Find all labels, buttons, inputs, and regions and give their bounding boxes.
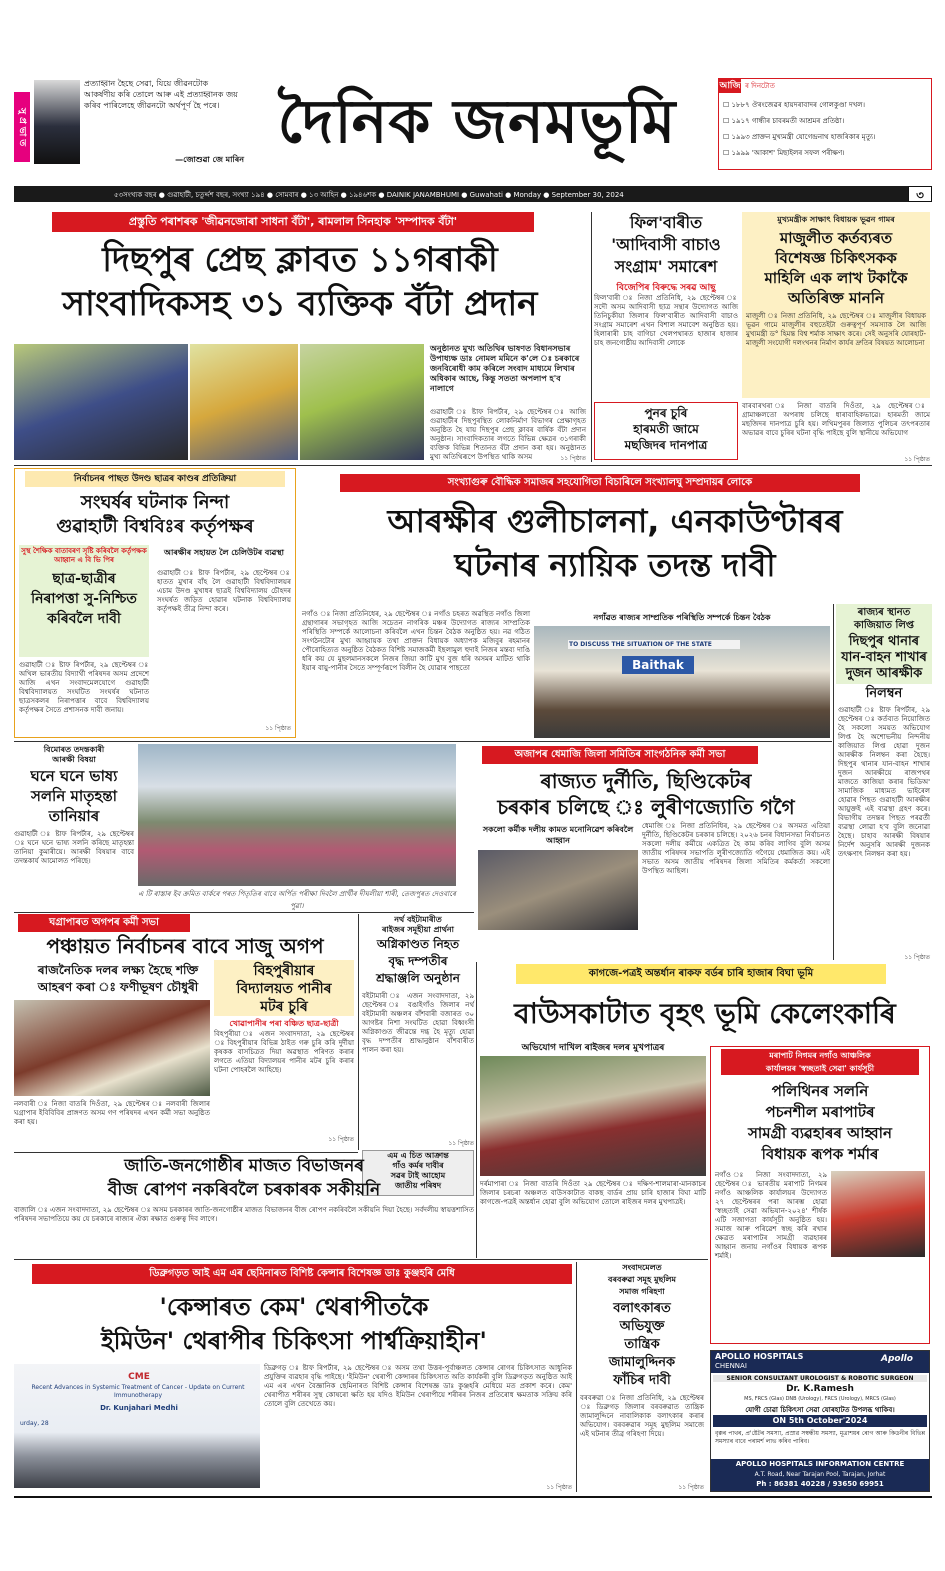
ad-doctor: Dr. K.Ramesh [786, 1384, 854, 1394]
s14-h4: বিধায়ক ৰূপক শৰ্মাৰ [761, 1145, 879, 1163]
s10-sub-1: ৰাজনৈতিক দলৰ লক্ষ্য হৈছে শক্তি [37, 963, 199, 977]
s5-side-head: আৰক্ষীৰ সহায়ত লৈ চেলিউটৰ ব্যৱস্থা [164, 548, 284, 557]
s11-body: বিহপুৰীয়া ঃ এজন সংবাদদাতা, ২৯ ছেপ্টেম্বৰ ঃ বিহপুৰীয়াৰ বিভিন্ন ঠাইত গৰু চুৰি কৰি দুৰ্দীয়া কৃষকক বাসচিত্ৰত দিয়া অৱস্থাত পৰিণত কৰাৰ লগতে এতিয়া বিদ্যালয়ৰ পানীৰ মটৰ চুৰি কৰাৰ ঘটনা পোহৰলৈ আহিছে। [214, 1030, 354, 1074]
s14-h3: সামগ্ৰী ব্যৱহাৰৰ আহ্বান [748, 1124, 892, 1142]
s5-green-box [19, 545, 149, 657]
s5-sub: সুস্থ শৈক্ষিক বাতাবৰণ সৃষ্টি কৰিবলৈ কৰ্তৃপক্ষক আহ্বান এ বি ভি পিৰ [21, 547, 147, 564]
s10-body: নলবাৰী ঃ নিজা বাতৰি দিওঁতা, ২৯ ছেপ্টেম্বৰ ঃ নলবাৰী জিলাৰ ঘগ্ৰাপাৰ ইবিবিবিৰ প্ৰাঙ্গণত অসম গণ পৰিষদৰ এখন কৰ্মী সভা অনুষ্ঠিত কৰা হয়। [14, 1100, 210, 1126]
s7-h6: নিলম্বন [865, 686, 903, 701]
s9-sub: সকলো কৰ্মীক দলীয় কামত মনোনিৱেশ কৰিবলৈ আহ্বান [482, 825, 634, 845]
s16-slide-title: Recent Advances in Systemic Treatment of Cancer - Update on Current Immunotherapy [31, 1384, 245, 1399]
s12-box-line: জাতীয় পৰিষদ [394, 1181, 442, 1190]
s9-h2: চৰকাৰ চলিছে ঃ লুৰীণজ্যোতি গগৈ [497, 795, 795, 819]
ad-footer [711, 1459, 929, 1491]
s10-h1: পঞ্চায়ত নিৰ্বাচনৰ বাবে সাজু অগপ [46, 934, 324, 958]
s1-photo-3 [300, 344, 424, 460]
today-label: আজি [719, 81, 741, 91]
s13-kicker: কাগজে-পত্ৰই অন্তৰ্ধান ৰাকফ বৰ্ডৰ চাৰি হাজাৰ বিঘা ভূমি [516, 964, 886, 984]
s8-kicker-2: আৰক্ষী বিষয়া [52, 755, 96, 764]
s16-slide-date: urday, 28 [20, 1420, 49, 1427]
divider [14, 1152, 358, 1153]
s8-h1: ঘনে ঘনে ভাষ্য [30, 767, 118, 785]
s4-cont: ১১ পিৃষ্ঠাত [904, 456, 930, 463]
apollo-ad [710, 1350, 930, 1492]
ad-footer-title: APOLLO HOSPITALS INFORMATION CENTRE [735, 1460, 905, 1468]
dateline: ৫৩সংখ্যক বছৰ ● গুৱাহাটী, চতুৰ্দ্দশ বছৰ, সংখ্যা ১৯৪ ● সোমবাৰ ● ১৩ আহিন ● ১৯৪৬শক ● DAINIK JANAMBHUMI ● Guwahati ● Monday ● September 30, 2024 [114, 191, 624, 199]
s14-photo [831, 1171, 925, 1257]
s1-body: গুৱাহাটী ঃ ষ্টাফ ৰিপৰ্টাৰ, ২৯ ছেপ্টেম্বৰ ঃ আজি গুৱাহাটীৰ দিছপুৰস্থিত লোকনিৰ্মাণ বিভাগৰ প্ৰেক্ষাগৃহত অনুষ্ঠিত হৈ যায় দিছপুৰ প্ৰেছ ক্লাবৰ বাৰ্ষিক বঁটা প্ৰদান অনুষ্ঠান। সাংবাদিকতাৰ লগতে বিভিন্ন ক্ষেত্ৰৰ ৩১গৰাকী ব্যক্তিক বিভিন্ন শিতানত বঁটা প্ৰদান কৰা হয়। অনুষ্ঠানত মুখ্য অতিথিৰূপে উপস্থিত থাকি অসম [430, 408, 586, 461]
s1-photo-1 [14, 344, 188, 460]
s1-headline-2: সাংবাদিকসহ ৩১ ব্যক্তিক বঁটা প্ৰদান [62, 284, 538, 324]
s17-h2: অভিযুক্ত [619, 1319, 665, 1334]
s17-h1: বলাৎকাৰত [613, 1301, 671, 1316]
s16-h2: ইমিউন' থেৰাপীৰ চিকিৎসা পাৰ্শ্বক্ৰিয়াহীন' [101, 1327, 487, 1355]
s5-h5: কৰিবলৈ দাবী [47, 611, 121, 627]
s17-h5: ফাঁচিৰ দাবী [613, 1373, 671, 1388]
s2-h3: সংগ্ৰাম' সমাৰেশ [614, 257, 718, 276]
s7-h1: ৰাজ্যৰ স্থানত [857, 607, 911, 618]
s3-box [742, 212, 930, 398]
today-item: ☐ ১৯৯৩ প্ৰাক্তন মুখ্যমন্ত্ৰী যোগেন্দ্ৰনাথ হাজৰিকাৰ মৃত্যু। [723, 133, 876, 141]
s7-cont: ১১ পিৃষ্ঠাত [904, 954, 930, 961]
s4-h1: পুনৰ চুৰি [644, 406, 688, 420]
s7-h2: কাজিয়াত লিপ্ত [853, 620, 914, 631]
quote-text: প্ৰত্যাহ্বান হৈছে সেৱা, যিয়ে জীৱনটোক আকৰ্ষণীয় কৰি তোলে আৰু এই প্ৰত্যাহ্বানক জয় কৰিব পাৰিলেহে জীৱনটো অৰ্থপূৰ্ণ হৈ পৰে। [84, 79, 238, 110]
s11-sub: খোৱাপানীৰ পৰা বঞ্চিত ছাত্ৰ-ছাত্ৰী [229, 1019, 339, 1028]
s3-body: মাজুলী ঃ নিজা প্ৰতিনিধি, ২৯ ছেপ্টেম্বৰ ঃ মাজুলীৰ বিধায়ক ভূৱন গামে মাজুলীৰ বহুতেইটা গুৰুত্বপূৰ্ণ সমস্যাক লৈ আজি মুখ্যমন্ত্ৰী ড° হিমন্ত বিশ্ব শৰ্মাক সাক্ষাৎ কৰে। সেই অনুসৰি যোৰহাট-মাজুলী সংযোগী দলংখনৰ নিৰ্মাণ কাৰ্যৰ দ্ৰুতিৰ বিষয়ত আলোচনা [746, 312, 926, 347]
s12-body: বইটামাৰী ঃ এজন সংবাদদাতা, ২৯ ছেপ্টেম্বৰ ঃ বঙাইগাঁও জিলাৰ নৰ্থ বইটামাৰী অঞ্চলৰ বাঁশবাৰী বজাৰত ৩০ আগষ্টৰ নিশা সংঘটিত হোৱা বিধ্বংসী অগ্নিকাণ্ডত জীৱন্তে দগ্ধ হৈ মৃত্যু হোৱা বৃদ্ধ দম্পতীৰ শ্ৰাদ্ধানুষ্ঠান বাঁশবাৰীত পালন কৰা হয়। [362, 992, 474, 1054]
s6-body: নগাঁও ঃ নিজা প্ৰতিনিধেৰ, ২৯ ছেপ্টেম্বৰ ঃ নগাঁও চহৰত অৱস্থিত নগাঁও জিলা গ্ৰন্থাগাৰৰ সভাগৃহত আজি সচেতন নাগৰিক মঞ্চৰ উদ্যোগত ৰাজ্যৰ সাম্প্ৰতিক পৰিস্থিতি সম্পৰ্কে আলোচনা কৰিবলৈ এখন চিন্তন বৈঠক অনুষ্ঠিত হয়। নৱ গঠিত সংগঠনটোৰ মুখ্য আহ্বায়ক তথা প্ৰাক্তন বিধায়ক অধ্যাপক মজিবুৰ ৰহমানৰ পৌৰোহিত্যত অনুষ্ঠিত বৈঠকত বিশিষ্ট সমাজকৰ্মী ইছলামুল হুদাই নিজৰ মন্তব্য দাঙি ধৰি কয় যে মুছলমানসকলে নিজৰ জিয়া কাটি মুখ বুজ ধৰি অসমৰ মাটিত থাকি ইয়াৰ বায়ু-পানীৰ সৈতে সম্পূৰ্ণৰূপে বিলীন হৈ যোৱাৰ পাছতো [302, 610, 530, 672]
s6-kicker: সংখ্যাগুৰু বৌদ্ধিক সমাজৰ সহযোগিতা বিচাৰিলে সংখ্যালঘু সম্প্ৰদায়ৰ লোকে [340, 474, 860, 492]
ad-city: CHENNAI [715, 1362, 747, 1370]
s11-h1: বিহপুৰীয়াৰ [253, 963, 315, 979]
divider [576, 1262, 577, 1492]
s17-body: বৰবৰুৱা ঃ নিজা প্ৰতিনিধি, ২৯ ছেপ্টেম্বৰ ঃ ডিব্ৰুগড় জিলাৰ বৰবৰুৱাত তান্ত্ৰিক জামালুদ্দিনে নাবালিকাক বলাৎকাৰ কৰাৰ অভিযোগ। বৰবৰুৱাৰ সমূহ মুছলিম সমাজে এই ঘটনাৰ তীব্ৰ গৰিহণা দিয়ে। [580, 1394, 704, 1438]
s17-cont: ১১ পিৃষ্ঠাত [678, 1484, 704, 1491]
ad-creds: MS, FRCS (Glas) DNB (Urology), FRCS (Urology), MRCS (Glas) [744, 1396, 896, 1402]
s4-h3: মছজিদৰ দানপাত্ৰ [624, 438, 708, 452]
s5-body-2: গুৱাহাটী ঃ ষ্টাফ ৰিপৰ্টাৰ, ২৯ ছেপ্টেম্বৰ ঃ হাতত মুখাৰ বাঁহ লৈ গুৱাহাটী বিশ্ববিদ্যালয়ৰ এচাম উদণ্ড মুখাধৰ ছাত্ৰই বিশ্ববিদ্যালয় চৌহদৰ সংঘৰ্ষত জড়িত হোৱাৰ ঘটনাক বিশ্ববিদ্যালয় কৰ্তৃপক্ষই তীব্ৰ নিন্দা কৰে। [157, 569, 291, 613]
s7-h5: দুজন আৰক্ষীক [845, 666, 923, 681]
s11-cont: ১১ পিৃষ্ঠাত [328, 1136, 354, 1143]
s11-h3: মটৰ চুৰি [260, 999, 308, 1015]
s14-kicker-line: কাৰ্যালয়ৰ 'স্বচ্ছতাই সেৱা' কাৰ্যসূচী [765, 1064, 875, 1073]
s16-cont: ১১ পিৃষ্ঠাত [546, 1484, 572, 1491]
today-sub: ৰ দিনটোত [745, 82, 775, 90]
s17-kicker-1: সংবাদমেলত [622, 1263, 662, 1272]
s9-photo [478, 850, 638, 930]
s5-h1: সংঘৰ্ষৰ ঘটনাক নিন্দা [80, 492, 230, 513]
dateline-bar [14, 186, 932, 202]
s10-photo [14, 1000, 210, 1096]
page-number: ৩ [908, 186, 932, 202]
s1-kicker: প্ৰস্তুতি পৰাশৰক 'জীৱনজোৰা সাধনা বঁটা', ৰামলাল সিনহাক 'সম্পাদক বঁটা' [52, 212, 534, 232]
s2-body: ফিল'বাৰী ঃ নিজা প্ৰতিনিধি, ২৯ ছেপ্টেম্বৰ ঃ সদৌ অসম আদিবাসী ছাত্ৰ সন্থাৰ উদ্যোগত আজি তিনিচুকীয়া জিলাৰ ফিল'বাৰীত আদিবাসী বাচাও সংগ্ৰাম সমাৰেশ এখন বিশাল সমাবেশ অনুষ্ঠিত হয়। হিলাৰাৰী চাহ বাগিচা খেলপথাৰত হাজাৰ হাজাৰ চাহ জনগোষ্ঠীয় আদিবাসী লোকে [594, 294, 738, 347]
s2-h2: 'আদিবাসী বাচাও [611, 235, 721, 254]
s8-kicker-1: বিমোৰত তদন্তকাৰী [43, 745, 105, 754]
ad-date: ON 5th October'2024 [713, 1415, 927, 1427]
divider [14, 912, 474, 913]
divider [14, 741, 832, 742]
s6-banner: Baithak [622, 656, 694, 674]
s8-h2: সলনি মাতৃহন্তা [30, 787, 118, 805]
s14-h1: পলিথিনৰ সলনি [771, 1082, 869, 1100]
s3-kicker: মুখ্যমন্ত্ৰীক সাক্ষাৎ বিধায়ক ভূৱন গামৰ [777, 215, 895, 224]
s13-h1: বাউসকাটাত বৃহৎ ভূমি কেলেংকাৰি [514, 997, 896, 1030]
s8-body: গুৱাহাটী ঃ ষ্টাফ ৰিপৰ্টাৰ, ২৯ ছেপ্টেম্বৰ ঃ ঘনে ঘনে ভাষ্য সলনি কৰিছে মাতৃহন্তা তানিয়া কুমাৰীয়ে। আৰক্ষী বিষয়াৰ বাবে তদন্তকাৰ্য আমোলত পৰিছে। [14, 830, 134, 865]
s9-kicker: অজাপৰ ধেমাজি জিলা সমিতিৰ সাংগঠনিক কৰ্মী সভা [482, 746, 758, 764]
s16-photo [14, 1364, 260, 1488]
s5-cont: ১১ পিৃষ্ঠাত [265, 725, 291, 732]
s16-h1: 'কেন্সাৰত কেম' থেৰাপীতকৈ [159, 1293, 429, 1321]
s14-kicker-line: মৰাপাট নিগমৰ নগাঁও আঞ্চলিক [769, 1051, 871, 1060]
s3-h3: মাহিলি এক লাখ টকাকৈ [764, 269, 908, 287]
s16-slide-doctor: Dr. Kunjahari Medhi [100, 1404, 178, 1412]
s10-kicker: ঘগ্ৰাপাৰত অগপৰ কৰ্মী সভা [18, 914, 190, 932]
s15-body: বাজালি ঃ এজন সংবাদদাতা, ২৯ ছেপ্টেম্বৰ ঃ অসম চৰকাৰৰ জাতি-জনগোষ্ঠীৰ মাজত বিভাজনৰ বীজ ৰোপণ নকৰিবলৈ সকীয়নি দিয়া হৈছে। সৰ্বদলীয় স্বায়ত্তশাসিত পৰিষদৰ সভাপতিয়ে কয় যে চৰকাৰে ৰাজ্যৰ ঐক্য ৰক্ষাত গুৰুত্ব দিব লাগে। [14, 1206, 474, 1223]
quote-side-strip: সু প্র ভা ত [14, 92, 30, 162]
masthead [14, 76, 932, 184]
s16-slide-cme: CME [128, 1372, 150, 1382]
s17-kicker-3: সমাজ গৰিহণা [619, 1287, 665, 1296]
s6-h2: ঘটনাৰ ন্যায়িক তদন্ত দাবী [454, 546, 776, 584]
s6-photo [534, 626, 830, 738]
s16-body: ডিব্ৰুগড় ঃ ষ্টাফ ৰিপৰ্টাৰ, ২৯ ছেপ্টেম্বৰ ঃ অসম তথা উত্তৰ-পূৰ্বাঞ্চলত কেন্সাৰ ৰোগৰ চিকিৎসাত আধুনিক প্ৰযুক্তিৰ ব্যৱহাৰ বৃদ্ধি পাইছে। 'ইমিউন' থেৰাপী কেন্সাৰৰ চিকিৎসাত অতি কাৰ্যকৰী বুলি ডিব্ৰুগড়ত অনুষ্ঠিত আই এম এৰ এখন বৈজ্ঞানিক ছেমিনাৰত বিশিষ্ট কেন্সাৰ বিশেষজ্ঞ ডাঃ কুঞ্জহৰি মেধিয়ে মত প্ৰকাশ কৰে। কেম' থেৰাপীত শৰীৰৰ সুস্থ কোষৰো ক্ষতি হয় যদিও ইমিউন থেৰাপীয়ে শৰীৰৰ নিজৰ প্ৰতিৰোধ ক্ষমতাক সক্ৰিয় কৰি তোলে বুলি তেখেতে কয়। [264, 1364, 572, 1408]
s5-h2: গুৱাহাটী বিশ্ববিঃৰ কৰ্তৃপক্ষৰ [56, 516, 254, 537]
s13-sub: অভিযোগ দাখিল ৰাইজৰ দলৰ মুখপাত্ৰৰ [521, 1043, 665, 1053]
s14-h2: পচনশীল মৰাপাটৰ [765, 1103, 875, 1121]
s12-h3: শ্ৰদ্ধাঞ্জলি অনুষ্ঠান [376, 971, 460, 985]
s5-body: গুৱাহাটী ঃ ষ্টাফ ৰিপৰ্টাৰ, ২৯ ছেপ্টেম্বৰ ঃ অখিল ভাৰতীয় বিদ্যাৰ্থী পৰিষদৰ অসম প্ৰদেশে আজি এখন সংবাদমেলযোগে গুৱাহাটী বিশ্ববিদ্যালয়ত সংঘটিত সংঘৰ্ষৰ ঘটনাত ছাত্ৰসকলৰ নিৰাপত্তাৰ বাবে বিশ্ববিদ্যালয় কৰ্তৃপক্ষৰ সৈতে প্ৰশাসনক দাবী জনায়। [19, 661, 149, 714]
ad-description: বৃক্কৰ পাথৰ, প্ৰ'ষ্টেটৰ সমস্যা, প্ৰস্ৰাৱ সম্বন্ধীয় সমস্যা, মূত্ৰাশয়ৰ ৰোগ আৰু কিডনীৰ বিভিন্ন সমস্যাৰ বাবে পৰামৰ্শ লাভ কৰিব পাৰিব। [715, 1430, 925, 1445]
today-item: ☐ ১৯১৭ গান্ধীৰ চাবৰমতী আশ্ৰমৰ প্ৰতিষ্ঠা। [723, 117, 845, 125]
s12-kicker-2: ৰাইজৰ সমূহীয়া প্ৰাৰ্থনা [381, 925, 455, 934]
s14-kicker [721, 1049, 919, 1075]
s6-photo-title: নগাঁৱত ৰাজ্যৰ সাম্প্ৰতিক পৰিস্থিতি সম্পৰ্কে চিন্তন বৈঠক [593, 613, 771, 622]
s1-cont: ১১ পিৃষ্ঠাত [560, 455, 586, 462]
s8-photo [138, 744, 456, 886]
s12-h1: অগ্নিকাণ্ডত নিহত [376, 937, 460, 951]
s7-box [836, 604, 932, 684]
ad-role: SENIOR CONSULTANT UROLOGIST & ROBOTIC SURGEON [713, 1375, 927, 1382]
s12-cont: ১১ পিৃষ্ঠাত [448, 1140, 474, 1147]
s7-h3: দিছপুৰ থানাৰ [848, 634, 920, 649]
s3-h1: মাজুলীত কৰ্তব্যৰত [779, 229, 893, 247]
s3-h4: অতিৰিক্ত মাননি [788, 289, 884, 307]
today-box [718, 78, 932, 170]
divider [358, 914, 359, 1150]
s12-box-line: সৱৰ টাই আহোম [390, 1171, 446, 1180]
today-item: ☐ ১৯৯৯ 'আকাশ' মিছাইলৰ সফল পৰীক্ষণ। [723, 149, 845, 157]
s15-h1: জাতি-জনগোষ্ঠীৰ মাজত বিভাজনৰ [124, 1156, 364, 1176]
divider [476, 962, 477, 1258]
divider [833, 604, 834, 960]
s8-photo-caption: এ টি ৰাস্তাৰ ইব ক্ৰমিত বাৰ্কৰে পৰত পিতৃতিৰ বাবে অৰ্পিত পৰীক্ষা দিবলৈ প্ৰাৰ্থীৰ দীঘলীয়া শাৰী, তেজপুৰত দেওবাৰে পুৱা। [138, 890, 456, 910]
s4-body: বাৰবাৰখৰা ঃ নিজা বাতৰি দিওঁতা, ২৯ ছেপ্টেম্বৰ ঃ গ্ৰামাঞ্চলতো অপৰাধ চলিছে ধাৰাবাহিকভাৱে। হাৰমতী জামে মছজিদৰ দানপাত্ৰ চুৰি হয়। লখিমপুৰৰ জিলাত পুলিচৰ তৎপৰতাৰ অভাৱৰ বাবে চুৰিৰ ঘটনা বৃদ্ধি পাইছে বুলি স্থানীয়ে অভিযোগ [742, 402, 930, 437]
s1-lead: অনুষ্ঠানত মুখ্য অতিথিৰ ভাষণত বিধানসভাৰ উপাধ্যক্ষ ডাঃ নোমল মমিনে ক'লে ঃ চৰকাৰে জনবিৰোধী কাম কৰিলে সংবাদ মাধ্যমে লিখাৰ অধিকাৰ আছে, কিন্তু সততা অপলাপ হ'ব নালাগে [430, 344, 580, 393]
ad-footer-address: A.T. Road, Near Tarajan Pool, Tarajan, Jorhat [754, 1471, 886, 1478]
s2-h1: ফিল'বাৰীত [629, 213, 703, 232]
s14-box [710, 1046, 930, 1344]
s11-box [214, 960, 354, 1016]
s9-body: ধেমাজি ঃ নিজা প্ৰতিনিধিৰ, ২৯ ছেপ্টেম্বৰ ঃ অসমত এতিয়া দুৰ্নীতি, ছিণ্ডিকেটৰ চৰকাৰ চলিছে। ২০২৬ চনৰ বিধানসভা নিৰ্বাচনত সকলো দলীয় কৰ্মীয়ে একত্ৰিত হৈ কাম কৰিব লাগিব বুলি অসম জাতীয় পৰিষদৰ সভাপতি লুৰীণজ্যোতি গগৈয়ে ধেমাজিত কয়। এই সভাত অসম জাতীয় পৰিষদৰ জিলা সমিতিৰ কৰ্মকৰ্তা সকলো উপস্থিত আছিল। [642, 822, 830, 875]
s6-h1: আৰক্ষীৰ গুলীচালনা, এনকাউণ্টাৰৰ [387, 502, 843, 540]
quote-author: —জোশুৱা জে মাৰিন [175, 155, 244, 164]
divider [14, 1259, 708, 1260]
s17-h4: জামালুদ্দিনক [608, 1355, 676, 1370]
s7-h4: যান-বাহন শাখাৰ [841, 650, 927, 665]
s7-body: গুৱাহাটী ঃ ষ্টাফ ৰিপৰ্টাৰ, ২৯ ছেপ্টেম্বৰ ঃ কৰ্তব্যত নিয়োজিত হৈ সকলো সময়ত অভিযোগ লিপ্ত হৈ অশোভনীয় নিন্দনীয় কাজিয়াত লিপ্ত হোৱা দুজন আৰক্ষীক নিলম্বন কৰা হৈছে। দিছপুৰ থানাৰ যান-বাহন শাখাৰ দুজন আৰক্ষীয়ে ৰাজপথৰ মাজতে কাজিয়া কৰাৰ ভিডিঅ' সামাজিক মাধ্যমত ভাইৰেল হোৱাৰ পিছত গুৱাহাটী আৰক্ষীৰ আয়ুক্তই এই ব্যৱস্থা গ্ৰহণ কৰে। বিভাগীয় তদন্তৰ পিছত পৰৱৰ্তী ব্যৱস্থা লোৱা হ'ব বুলি জনোৱা হৈছে। চাহাব আৰক্ষী বিষয়াৰ নিৰ্দেশ অনুসৰি আৰক্ষী দুজনক তৎক্ষণাৎ নিলম্বন কৰা হয়। [838, 706, 930, 858]
s17-kicker-2: বৰবৰুৱা সমূহ মুছলিম [608, 1275, 676, 1284]
today-list [723, 97, 927, 161]
s5-h4: নিৰাপত্তা সু-নিশ্চিত [31, 591, 137, 607]
newspaper-title: দৈনিক জনমভূমি [277, 87, 677, 157]
s14-body: নগাঁও ঃ নিজা সংবাদদাতা, ২৯ ছেপ্টেম্বৰ ঃ ভাৰতীয় মৰাপাট নিগমৰ নগাঁও আঞ্চলিক কাৰ্যালয়ৰ উদ্যোগত ২৭ ছেপ্টেম্বৰৰ পৰা আৰম্ভ হোৱা 'স্বচ্ছতাই সেৱা অভিযান-২০২৪' শীৰ্ষক এটি সজাগতা কাৰ্যসূচী অনুষ্ঠিত হয়। সমাজ আৰু পৰিৱেশ স্বচ্ছ কৰি ৰখাৰ ক্ষেত্ৰত মৰাপাটৰ সামগ্ৰী ব্যৱহাৰৰ আহ্বান জনায় নগাঁওৰ বিধায়ক ৰূপক শৰ্মাই। [715, 1171, 827, 1260]
s10-sub-2: আহৰণ কৰা ঃ ফণীভূষণ চৌধুৰী [37, 980, 199, 994]
s4-box [594, 402, 738, 460]
bottom-rule [14, 1496, 932, 1498]
s13-photo [480, 1056, 706, 1176]
s1-photo-2 [190, 344, 298, 460]
ad-title: APOLLO HOSPITALS [715, 1352, 804, 1361]
ad-logo: Apollo [881, 1354, 913, 1364]
s12-h2: বৃদ্ধ দম্পতীৰ [388, 954, 448, 968]
s12-box-line: এম এ চিত আক্ৰান্ত [387, 1151, 449, 1160]
s4-h2: হাৰমতী জামে [633, 422, 699, 436]
divider [591, 212, 592, 462]
s6-banner-top: TO DISCUSS THE SITUATION OF THE STATE [568, 640, 740, 649]
divider [14, 465, 932, 466]
s12-kicker-1: নৰ্থ বইটামাৰীত [394, 915, 442, 924]
s5-box [14, 468, 296, 738]
ad-header [711, 1351, 929, 1373]
s16-kicker: ডিব্ৰুগড়ত আই এম এৰ ছেমিনাৰত বিশিষ্ট কেন্সাৰ বিশেষজ্ঞ ডাঃ কুঞ্জহৰি মেধি [32, 1264, 572, 1284]
s5-h3: ছাত্ৰ-ছাত্ৰীৰ [52, 571, 116, 587]
s2-sub: বিজেপিৰ বিৰুদ্ধে সৰৱ আছু [616, 283, 716, 293]
s12-box-line: গাঁও কৰ্মৰ দাবীৰ [392, 1161, 444, 1170]
today-item: ☐ ১৮৮৭ ঔৰংজেৱৰ হায়দৰাবাদৰ গোলকুণ্ডা দখল। [723, 101, 865, 109]
s17-h3: তান্ত্ৰিক [624, 1337, 660, 1352]
quote-portrait [34, 80, 80, 164]
s15-h2: বীজ ৰোপণ নকৰিবলৈ চৰকাৰক সকীয়নি [107, 1180, 381, 1200]
s5-kicker: নিৰ্বাচনৰ পাছত উদণ্ড ছাত্ৰৰ কাণ্ডৰ প্ৰতিক্ৰিয়া [25, 471, 285, 487]
s13-body: দৰ্ৰমাপাৰা ঃ নিজা বাতৰি দিওঁতা ২৯ ছেপ্টেম্বৰ ঃ দক্ষিণ-শালমাৰা-মানকাচৰ জিলাৰ চৰচৰা অঞ্চলত বাউসকাটাত বাকছ বাৰ্ডৰ প্ৰায় চাৰি হাজাৰ বিঘা মাটি কাগজে-পত্ৰই অন্তৰ্ধান হোৱা বুলি অভিযোগ তোলে ৰাইজৰ দলৰ মুখপাত্ৰই। [480, 1180, 706, 1206]
ad-appointment: যোগী চোৱা চিকিৎসা সেৱা যোৰহাটত উপলব্ধ থাকিব। [745, 1406, 895, 1414]
s8-h3: তানিয়াৰ [48, 807, 100, 825]
s1-headline-1: দিছপুৰ প্ৰেছ ক্লাবত ১১গৰাকী [102, 240, 498, 280]
s11-h2: বিদ্যালয়ত পানীৰ [236, 981, 332, 997]
s3-h2: বিশেষজ্ঞ চিকিৎসকক [775, 249, 897, 267]
ad-footer-phone: Ph : 86381 40228 / 93650 69951 [756, 1480, 884, 1488]
s9-h1: ৰাজ্যত দুৰ্নীতি, ছিণ্ডিকেটৰ [540, 769, 752, 793]
